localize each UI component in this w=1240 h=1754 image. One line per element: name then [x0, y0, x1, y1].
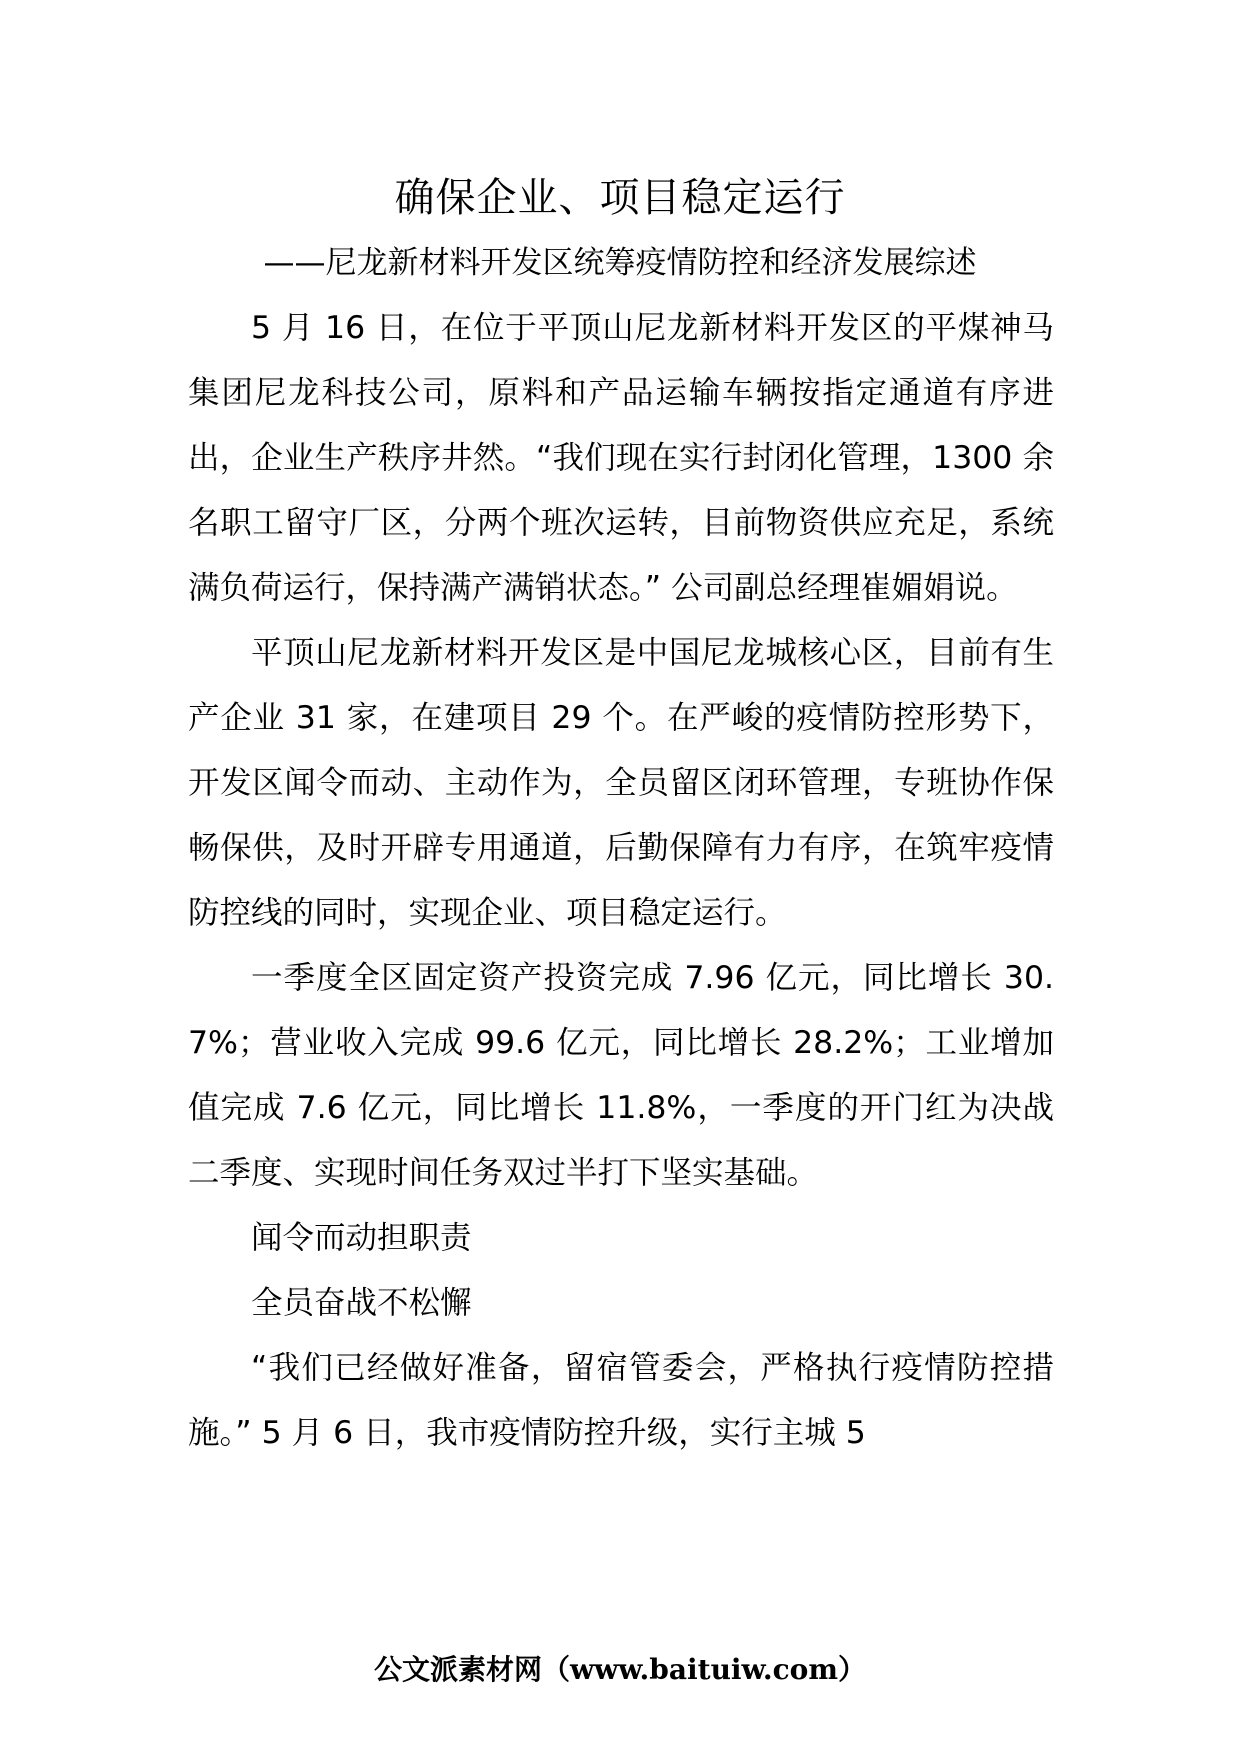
footer-watermark: 公文派素材网（www.baituiw.com） — [374, 1653, 866, 1686]
paragraph-1: 5 月 16 日，在位于平顶山尼龙新材料开发区的平煤神马集团尼龙科技公司，原料和产品运输车辆按指定通道有序进出，企业生产秩序井然。“我们现在实行封闭化管理，1300 余名职工留守厂区，分两个班次运转，目前物资供应充足，系统满负荷运行，保持满产满销状态。” 公司副总经理崔媚娟说。 — [188, 310, 1054, 606]
section-heading-1: 闻令而动担职责 — [251, 1220, 472, 1256]
article-body — [188, 296, 1054, 1466]
paragraph-4: “我们已经做好准备，留宿管委会，严格执行疫情防控措施。” 5 月 6 日，我市疫情防控升级，实行主城 5 — [188, 1350, 1054, 1451]
document-title: 确保企业、项目稳定运行 — [394, 175, 846, 221]
paragraph-3: 一季度全区固定资产投资完成 7.96 亿元，同比增长 30.7%；营业收入完成 99.6 亿元，同比增长 28.2%；工业增加值完成 7.6 亿元，同比增长 11.8%，一季度的开门红为决战二季度、实现时间任务双过半打下坚实基础。 — [188, 960, 1054, 1191]
section-heading-2: 全员奋战不松懈 — [251, 1285, 472, 1321]
document-subtitle: ——尼龙新材料开发区统筹疫情防控和经济发展综述 — [263, 245, 977, 281]
paragraph-2: 平顶山尼龙新材料开发区是中国尼龙城核心区，目前有生产企业 31 家，在建项目 29 个。在严峻的疫情防控形势下，开发区闻令而动、主动作为，全员留区闭环管理，专班协作保畅保供，及时开辟专用通道，后勤保障有力有序，在筑牢疫情防控线的同时，实现企业、项目稳定运行。 — [188, 635, 1054, 931]
